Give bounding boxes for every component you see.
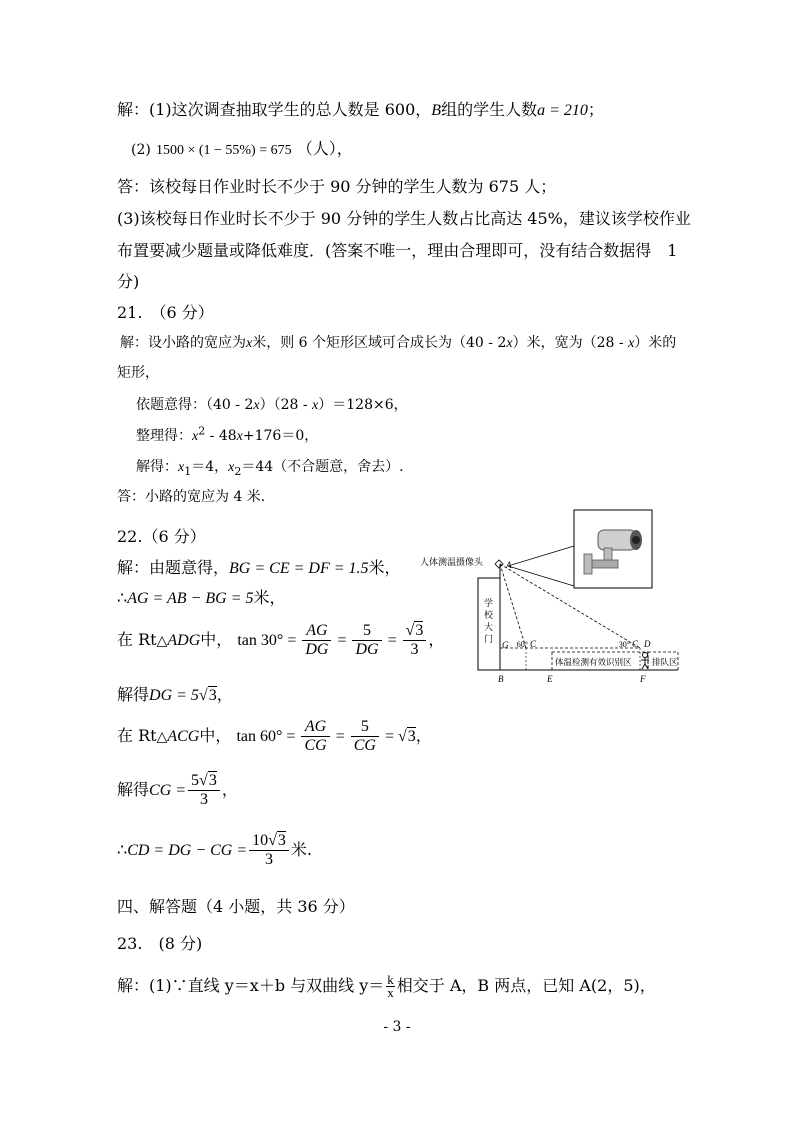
callout-line-bottom	[508, 566, 574, 586]
detection-zone-label: 体温检测有效识别区	[555, 658, 632, 668]
q21-eq1-a: 依题意得：（40 - 2	[136, 397, 254, 413]
point-b-label: B	[498, 674, 504, 684]
q21-text-c: ）米，宽为（28 -	[512, 335, 629, 351]
q23-frac-k: k	[387, 972, 394, 987]
therefore-symbol-2: ∴	[117, 840, 128, 859]
point-e-label: E	[547, 674, 553, 684]
q23-l1-b: 相交于 A，B 两点，已知 A(2，5)，	[396, 976, 656, 995]
q20-part3-line1: (3)该校每日作业时长不少于 90 分钟的学生人数占比高达 45%，建议该学校作业	[117, 209, 691, 228]
q22-line6: 解得CG = $\frac{5√3}{3}$ ，	[117, 772, 238, 808]
point-d-label: D	[644, 639, 651, 649]
q20-value-a: a = 210	[537, 102, 588, 119]
camera-marker	[495, 560, 503, 568]
q23-frac-x: x	[387, 985, 394, 1000]
q21-var-x: x	[246, 336, 253, 351]
q21-eq3-b: ＝4，	[191, 459, 229, 475]
q21-answer: 答：小路的宽应为 4 米．	[117, 489, 275, 505]
q23-header: 23. (8 分)	[117, 934, 203, 953]
queue-zone-label: 排队区	[652, 658, 678, 668]
q22-l4-expr: DG = 5	[149, 687, 199, 704]
q20-group-b: B	[431, 102, 442, 119]
q21-equation2: 整理得：$x^2 - 48x+176=0$，	[136, 424, 319, 444]
q21-eq1-c: ）＝128×6，	[318, 397, 408, 413]
q22-l6-pre: 解得	[117, 780, 150, 799]
q20-part2-expression: 1500 × (1 − 55%) = 675	[155, 143, 292, 158]
q21-equation1: 依题意得：（40 - 2x）（28 - x）＝128×6，	[136, 397, 408, 413]
point-c-label: C	[530, 639, 537, 649]
point-f-label: F	[640, 674, 646, 684]
q21-eq3-c: ＝44（不合题意，舍去）.	[241, 459, 404, 475]
camera-geometry-figure	[418, 508, 680, 692]
q22-line7: ∴CD = DG − CG = $\frac{10√3}{3}$ 米.	[117, 832, 313, 868]
q20-part2-label: (2)	[131, 142, 151, 158]
q22-line2	[117, 588, 286, 609]
angle-30-label: 30°	[618, 640, 630, 649]
gate-char-1: 学	[484, 598, 494, 608]
sight-line-ac	[500, 564, 526, 648]
q20-answer: 答：该校每日作业时长不少于 90 分钟的学生人数为 675 人；	[117, 177, 557, 196]
triangle-symbol: △	[156, 633, 168, 649]
angle-60-label: 60°	[516, 640, 528, 649]
q22-l6-expr: CG =	[149, 782, 187, 799]
q21-equation3: 解得：$x_1=4$，$x_2=44$（不合题意，舍去）.	[136, 459, 404, 478]
q21-solution-line2: 矩形，	[117, 365, 159, 381]
q20-part1-text: 解：(1)这次调查抽取学生的总人数是 600，	[117, 100, 432, 119]
callout-line-top	[508, 546, 574, 566]
q22-l1-expr: BG = CE = DF = 1.5	[229, 560, 369, 577]
q22-line1	[117, 558, 401, 579]
q21-eq2-a: 整理得：	[136, 428, 192, 444]
q22-l1-unit: 米，	[368, 558, 401, 577]
q22-l7-expr: CD = DG − CG =	[127, 842, 248, 859]
q22-l3-tan: tan 30°	[237, 632, 284, 649]
gate-char-3: 大	[484, 622, 494, 632]
q22-l5-tan: tan 60°	[236, 728, 283, 745]
q20-part1	[117, 100, 604, 121]
q22-l2-expr: AG = AB − BG = 5	[127, 590, 254, 607]
q21-text-b: 米，则 6 个矩形区域可合成长为（40 - 2	[252, 335, 507, 351]
q22-l2-unit: 米，	[253, 588, 286, 607]
q21-eq2-b: - 48	[205, 428, 237, 444]
q20-part1-mid: 组的学生人数	[441, 100, 538, 119]
q21-text-a: 解：设小路的宽应为	[120, 335, 246, 351]
q22-l3-name: ADG	[167, 632, 201, 649]
q20-part2-end: （人），	[296, 139, 353, 158]
q21-header: 21. （6 分）	[117, 303, 214, 322]
q21-eq3-a: 解得：	[136, 459, 178, 475]
point-g-label: G	[502, 640, 509, 650]
q20-part3-line3: 分)	[117, 272, 140, 291]
therefore-symbol: ∴	[117, 588, 128, 607]
gate-char-2: 校	[484, 610, 494, 620]
point-c2-label: C	[632, 639, 639, 649]
q22-line3: 在 Rt△ADG中， tan 30° = $\frac{AG}{DG}$ = $\frac{5}{DG}$ = $\frac{√3}{3}$ ，	[117, 622, 445, 658]
q20-part1-end: ；	[587, 100, 604, 119]
q22-l3-pre: 在 Rt	[117, 630, 157, 649]
page-number: - 3 -	[383, 1019, 411, 1035]
q21-solution-line1: 解：设小路的宽应为x米，则 6 个矩形区域可合成长为（40 - 2x）米，宽为（28 - x）米的	[120, 335, 677, 351]
q21-text-d: ）米的	[634, 335, 677, 351]
q22-line5: 在 Rt△ACG中， tan 60° = $\frac{AG}{CG}$ = $\frac{5}{CG}$ = √3，	[117, 718, 432, 754]
q22-l1-pre: 解：由题意得，	[117, 558, 230, 577]
q20-part3-line2: 布置要减少题量或降低难度．(答案不唯一，理由合理即可，没有结合数据得 1	[117, 241, 678, 260]
camera-label: 人体测温摄像头	[420, 558, 484, 568]
q22-l7-unit: 米.	[290, 840, 313, 859]
q22-line4: 解得DG = 5√3，	[117, 685, 233, 704]
q22-header: 22.（6 分）	[117, 527, 206, 546]
q23-line1	[117, 968, 656, 1008]
q22-l5-mid: 中，	[199, 726, 232, 745]
q22-l5-name: ACG	[167, 728, 200, 745]
q21-eq2-c: +176＝0，	[242, 428, 319, 444]
point-a-label: A	[506, 560, 512, 570]
gate-char-4: 门	[484, 634, 494, 644]
q22-l3-mid: 中，	[200, 630, 233, 649]
q23-l1-a: 解：(1)∵直线 y＝x＋b 与双曲线 y＝	[117, 976, 385, 995]
q22-l4-pre: 解得	[117, 685, 150, 704]
q20-part2	[131, 139, 353, 161]
q22-l5-pre: 在 Rt	[117, 726, 157, 745]
q21-eq1-b: ）（28 -	[259, 397, 313, 413]
section-four-heading: 四、解答题（4 小题，共 36 分）	[117, 897, 355, 916]
